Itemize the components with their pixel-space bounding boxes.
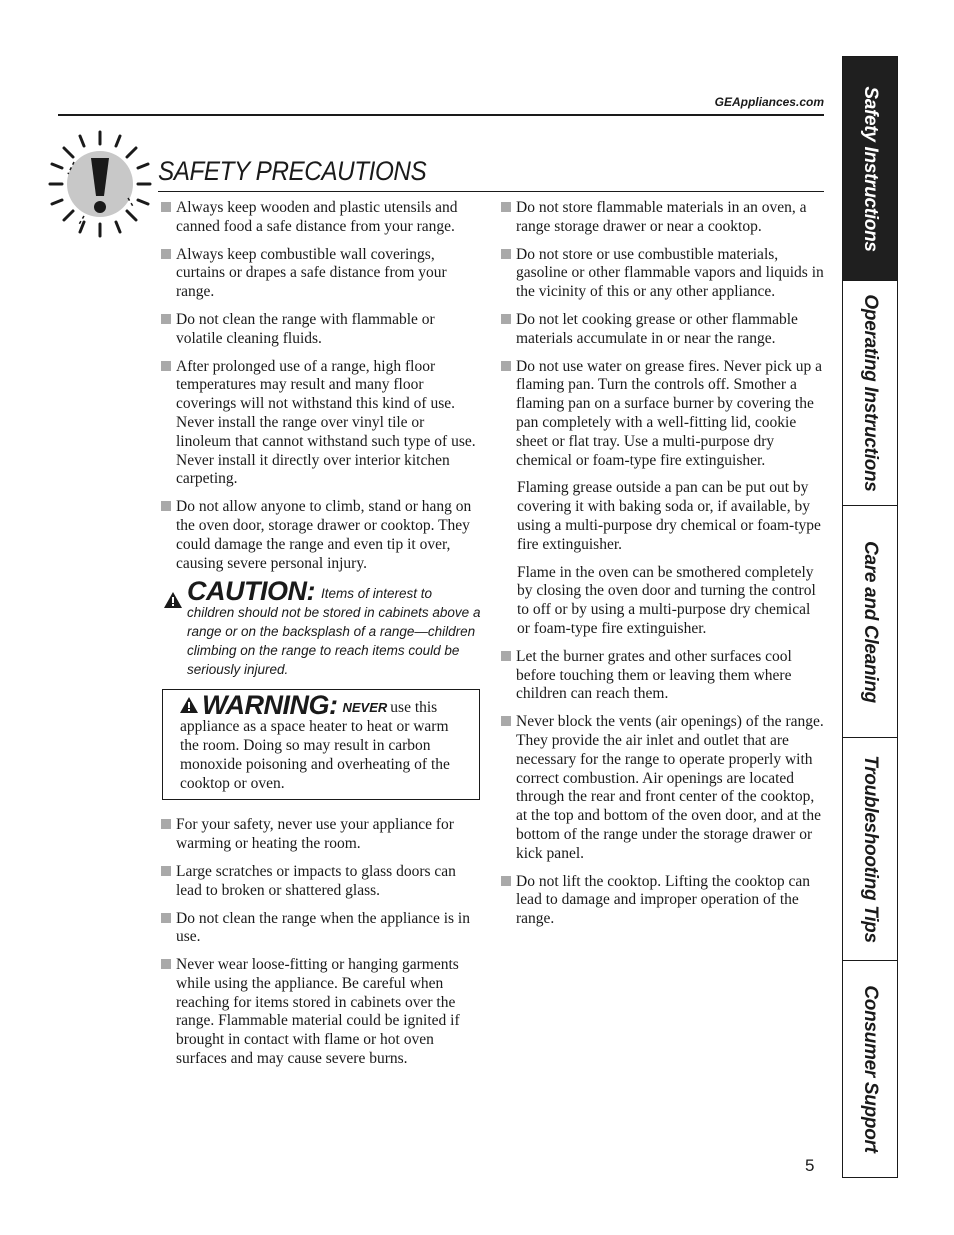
- bullet-square-icon: [501, 361, 511, 371]
- warning-never: NEVER: [342, 700, 388, 716]
- side-tabs: [842, 56, 898, 1178]
- list-item: Do not store or use combustible materials, gasoline or other flammable vapors and liquids in the vicinity of this or any other appliance.: [500, 246, 824, 302]
- bullet-square-icon: [161, 314, 171, 324]
- bullet-square-icon: [161, 361, 171, 371]
- list-item: Never block the vents (air openings) of the range. They provide the air inlet and outlet that are necessary for the range to operate properly with correct combustion. Air openings are located through the rear and front center of the cooktop, at the top and bottom of the oven door, and at the bottom of the range under the storage drawer or kick panel.: [500, 713, 824, 863]
- list-item: Do not use water on grease fires. Never pick up a flaming pan. Turn the controls off. Smother a flaming pan on a surface burner by covering the pan completely with a well-fitting lid, cookie sheet or flat tray. Use a multi-purpose dry chemical or foam-type fire extinguisher.: [500, 358, 824, 471]
- tab-troubleshooting-tips[interactable]: [843, 738, 897, 961]
- caution-triangle-icon: [164, 592, 182, 608]
- tab-operating-instructions[interactable]: [843, 281, 897, 506]
- tab-label: Troubleshooting Tips: [860, 755, 881, 943]
- top-rule: [58, 114, 824, 116]
- bullet-square-icon: [501, 651, 511, 661]
- tab-consumer-support[interactable]: [843, 961, 897, 1177]
- bullet-square-icon: [501, 249, 511, 259]
- warning-label: WARNING:: [202, 690, 338, 721]
- list-item: Never wear loose-fitting or hanging garments while using the appliance. Be careful when reaching for items stored in cabinets over the range. Flammable material could be ignited if brought in contact with flame or hot oven surfaces and may cause severe burns.: [160, 956, 482, 1069]
- tab-care-and-cleaning[interactable]: [843, 506, 897, 738]
- list-item: Always keep combustible wall coverings, curtains or drapes a safe distance from your range.: [160, 246, 482, 302]
- bullet-square-icon: [161, 202, 171, 212]
- title-rule: [158, 191, 824, 192]
- bullet-square-icon: [501, 876, 511, 886]
- warning-burst-icon: [44, 128, 156, 240]
- caution-notice: [160, 576, 482, 679]
- bullet-square-icon: [161, 866, 171, 876]
- warning-box: [162, 689, 480, 800]
- left-column: [160, 199, 482, 1078]
- warning-text: use this appliance as a space heater to heat or warm the room. Doing so may result in carbon monoxide poisoning and overheating of the cooktop or oven.: [180, 699, 450, 792]
- list-item: Do not clean the range when the appliance is in use.: [160, 910, 482, 948]
- warning-triangle-icon: [180, 697, 198, 713]
- bullet-square-icon: [501, 716, 511, 726]
- list-item: Do not store flammable materials in an oven, a range storage drawer or near a cooktop.: [500, 199, 824, 237]
- list-item: Do not clean the range with flammable or volatile cleaning fluids.: [160, 311, 482, 349]
- paragraph: Flaming grease outside a pan can be put out by covering it with baking soda or, if available, by using a multi-purpose dry chemical or foam-type fire extinguisher.: [517, 479, 821, 553]
- list-item: Do not lift the cooktop. Lifting the cooktop can lead to damage and improper operation of the range.: [500, 873, 824, 929]
- list-item: Do not let cooking grease or other flammable materials accumulate in or near the range.: [500, 311, 824, 349]
- list-item: Do not allow anyone to climb, stand or hang on the oven door, storage drawer or cooktop. They could damage the range and even tip it over, causing severe personal injury.: [160, 498, 482, 573]
- paragraph: Flame in the oven can be smothered completely by closing the oven door and turning the control to off or by using a multi-purpose dry chemical or foam-type fire extinguisher.: [517, 563, 816, 637]
- list-item: Always keep wooden and plastic utensils and canned food a safe distance from your range.: [160, 199, 482, 237]
- tab-safety-instructions[interactable]: [843, 57, 897, 281]
- page-number: 5: [805, 1156, 815, 1175]
- bullet-square-icon: [161, 913, 171, 923]
- site-url: GEAppliances.com: [714, 95, 824, 109]
- bullet-square-icon: [161, 501, 171, 511]
- tab-label: Safety Instructions: [860, 85, 881, 252]
- bullet-square-icon: [501, 202, 511, 212]
- list-item: For your safety, never use your appliance for warming or heating the room.: [160, 816, 482, 854]
- list-item: After prolonged use of a range, high floor temperatures may result and many floor coverings will not withstand this kind of use. Never install the range over vinyl tile or linoleum that cannot withstand such type of use. Never install it directly over interior kitchen carpeting.: [160, 358, 482, 490]
- caution-label: CAUTION:: [187, 576, 315, 607]
- bullet-square-icon: [161, 819, 171, 829]
- list-item: Large scratches or impacts to glass doors can lead to broken or shattered glass.: [160, 863, 482, 901]
- section-title: SAFETY PRECAUTIONS: [158, 156, 427, 186]
- bullet-square-icon: [161, 959, 171, 969]
- right-column: [500, 199, 824, 938]
- caution-text: Items of interest to children should not be stored in cabinets above a range or on the backsplash of a range—children climbing on the range to reach items could be seriously injured.: [187, 586, 481, 677]
- bullet-square-icon: [161, 249, 171, 259]
- tab-label: Operating Instructions: [860, 294, 881, 492]
- bullet-square-icon: [501, 314, 511, 324]
- tab-label: Consumer Support: [860, 985, 881, 1153]
- tab-label: Care and Cleaning: [860, 540, 881, 703]
- list-item: Let the burner grates and other surfaces cool before touching them or leaving them where children can reach them.: [500, 648, 824, 704]
